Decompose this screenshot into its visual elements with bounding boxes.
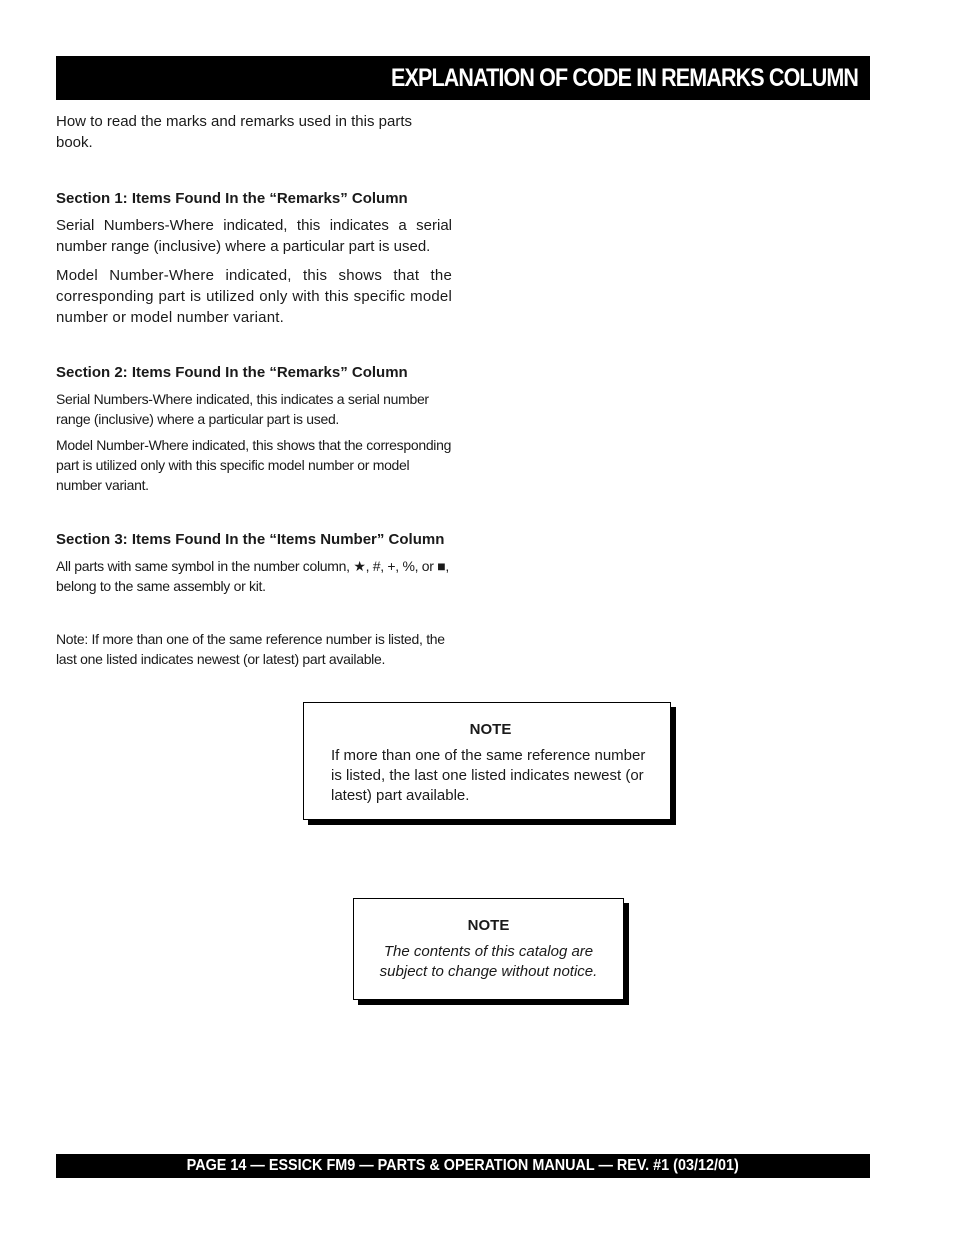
note-box-reference-title: NOTE <box>469 721 512 738</box>
section-2-model-text: Model Number-Where indicated, this shows that the corresponding part is utilized only with this specific model number or model number variant. <box>56 437 452 493</box>
note-text: Note: If more than one of the same reference number is listed, the last one listed indicates newest (or latest) part available. <box>56 631 445 667</box>
header-bar <box>56 56 870 100</box>
section-2-serial-text: Serial Numbers-Where indicated, this indicates a serial number range (inclusive) where a particular part is used. <box>56 391 429 427</box>
note-box-reference <box>303 702 671 820</box>
section-1-heading: Section 1: Items Found In the “Remarks” Column <box>56 190 408 207</box>
section-2-heading: Section 2: Items Found In the “Remarks” Column <box>56 364 408 381</box>
section-1-model-text: Model Number-Where indicated, this shows that the corresponding part is utilized only with this specific model number or model number variant. <box>56 267 452 326</box>
content-column <box>56 111 452 669</box>
footer-bar <box>56 1154 870 1178</box>
section-1-serial-text: Serial Numbers-Where indicated, this indicates a serial number range (inclusive) where a particular part is used. <box>56 217 452 255</box>
note-box-catalog-title: NOTE <box>467 917 510 934</box>
section-3-body-text: All parts with same symbol in the number column, ★, #, +, %, or ■, belong to the same assembly or kit. <box>56 558 449 594</box>
intro-text: How to read the marks and remarks used in this parts book. <box>56 113 412 151</box>
footer-text: PAGE 14 — ESSICK FM9 — PARTS & OPERATION MANUAL — REV. #1 (03/12/01) <box>186 1157 740 1174</box>
note-box-catalog-body: The contents of this catalog are subject to change without notice. <box>379 943 598 980</box>
section-3-heading: Section 3: Items Found In the “Items Number” Column <box>56 531 445 548</box>
note-box-reference-body: If more than one of the same reference number is listed, the last one listed indicates newest (or latest) part available. <box>331 747 646 804</box>
note-box-catalog <box>353 898 624 1000</box>
page-title: EXPLANATION OF CODE IN REMARKS COLUMN <box>390 63 858 92</box>
